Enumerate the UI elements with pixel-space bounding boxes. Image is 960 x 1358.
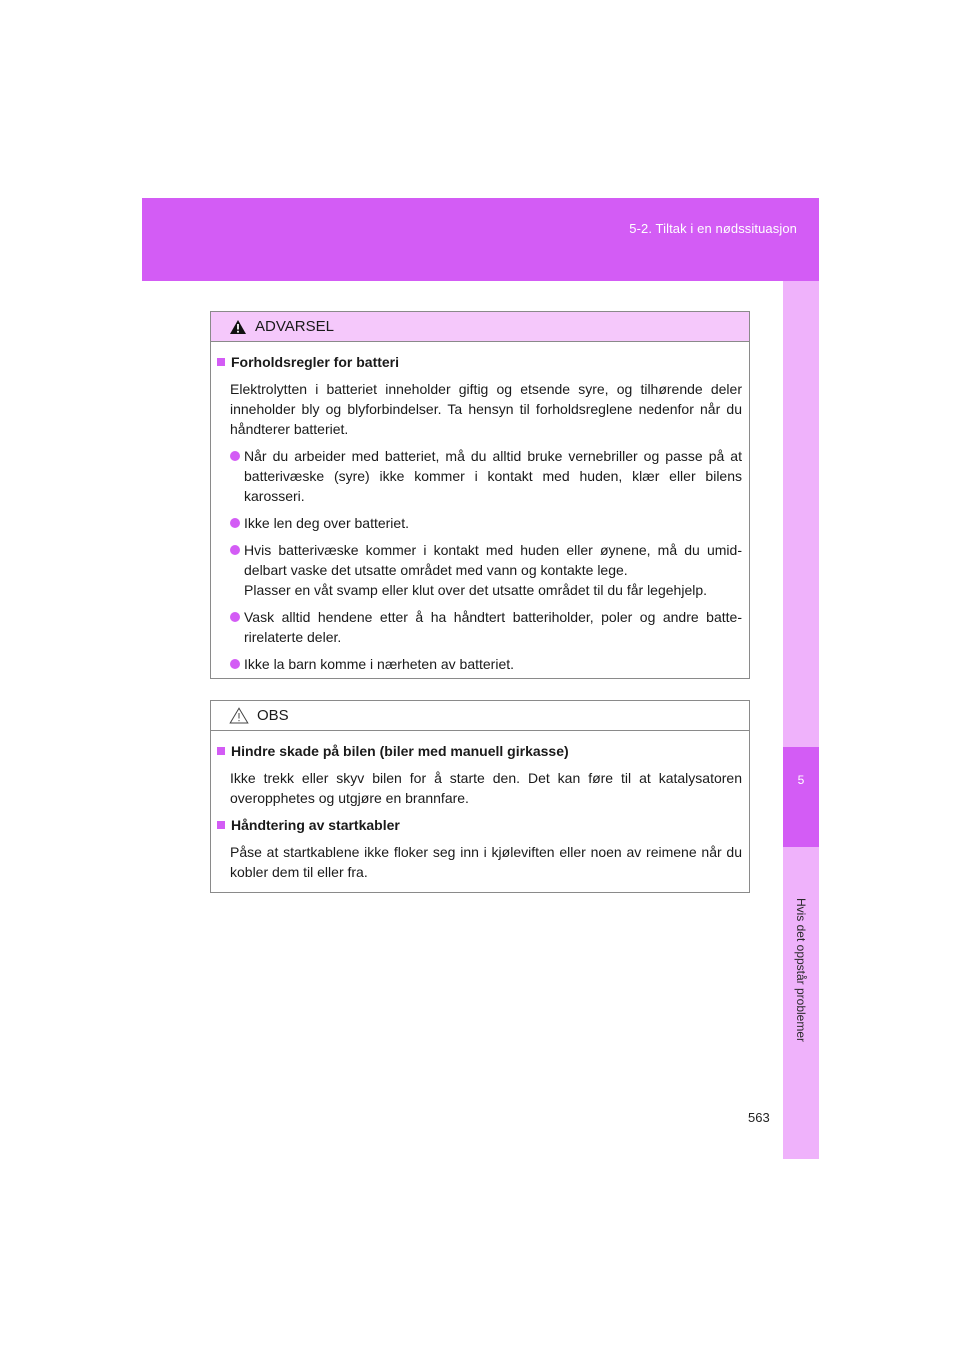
list-item-text: Vask alltid hendene etter å ha håndtert batteriholder, poler og andre batterirelaterte deler.: [244, 609, 742, 645]
round-bullet-icon: [230, 451, 240, 461]
section-title: 5-2. Tiltak i en nødssituasjon: [629, 221, 797, 236]
warning-body: [211, 342, 749, 674]
notice-header: [211, 701, 749, 731]
warning-box: [210, 311, 750, 679]
round-bullet-icon: [230, 612, 240, 622]
notice-body: [211, 731, 749, 882]
warning-heading-text: Forholdsregler for batteri: [231, 354, 400, 370]
warning-heading: [215, 352, 742, 372]
list-item-text: Hvis batterivæske kommer i kontakt med huden eller øynene, må du umiddelbart vaske det utsatte området med vann og kontakte lege.: [244, 542, 742, 578]
chapter-number: 5: [783, 747, 819, 847]
square-bullet-icon: [217, 821, 225, 829]
round-bullet-icon: [230, 518, 240, 528]
square-bullet-icon: [217, 747, 225, 755]
list-item-text: Når du arbeider med batteriet, må du alltid bruke vernebriller og passe på at batterivæske (syre) ikke kommer i kontakt med huden, klær eller bilens karosseri.: [244, 448, 742, 504]
list-item: [215, 654, 742, 674]
notice-title: OBS: [257, 707, 289, 724]
warning-header: [211, 312, 749, 342]
page-number: 563: [748, 1110, 770, 1125]
list-item: [215, 513, 742, 533]
list-item: [215, 446, 742, 506]
section-header-band: [142, 198, 819, 281]
notice-box: [210, 700, 750, 893]
chapter-label: Hvis det oppstår problemer: [794, 897, 808, 1043]
list-item-text: Ikke la barn komme i nærheten av batteriet.: [244, 656, 515, 672]
notice-paragraph: Påse at startkablene ikke floker seg inn i kjøleviften eller noen av reimene når du kobler dem til eller fra.: [230, 844, 742, 880]
square-bullet-icon: [217, 358, 225, 366]
notice-heading: [215, 815, 742, 835]
notice-paragraph: Ikke trekk eller skyv bilen for å starte den. Det kan føre til at katalysatoren overopphetes og utgjøre en brannfare.: [230, 770, 742, 806]
list-item-text: Ikke len deg over batteriet.: [244, 515, 409, 531]
warning-intro: Elektrolytten i batteriet inneholder giftig og etsende syre, og tilhørende deler inneholder bly og blyforbindelser. Ta hensyn til forholdsreglene nedenfor når du håndterer batteriet.: [230, 381, 742, 437]
notice-heading: [215, 741, 742, 761]
caution-triangle-icon: [229, 707, 249, 724]
list-item: [215, 607, 742, 647]
notice-heading-text: Hindre skade på bilen (biler med manuell girkasse): [231, 743, 569, 759]
warning-triangle-icon: [229, 319, 247, 335]
list-item: [215, 540, 742, 600]
warning-title: ADVARSEL: [255, 318, 334, 335]
chapter-side-tab: [783, 281, 819, 1159]
list-item-text: Plasser en våt svamp eller klut over det utsatte området til du får legehjelp.: [244, 582, 708, 598]
notice-heading-text: Håndtering av startkabler: [231, 817, 400, 833]
round-bullet-icon: [230, 545, 240, 555]
round-bullet-icon: [230, 659, 240, 669]
